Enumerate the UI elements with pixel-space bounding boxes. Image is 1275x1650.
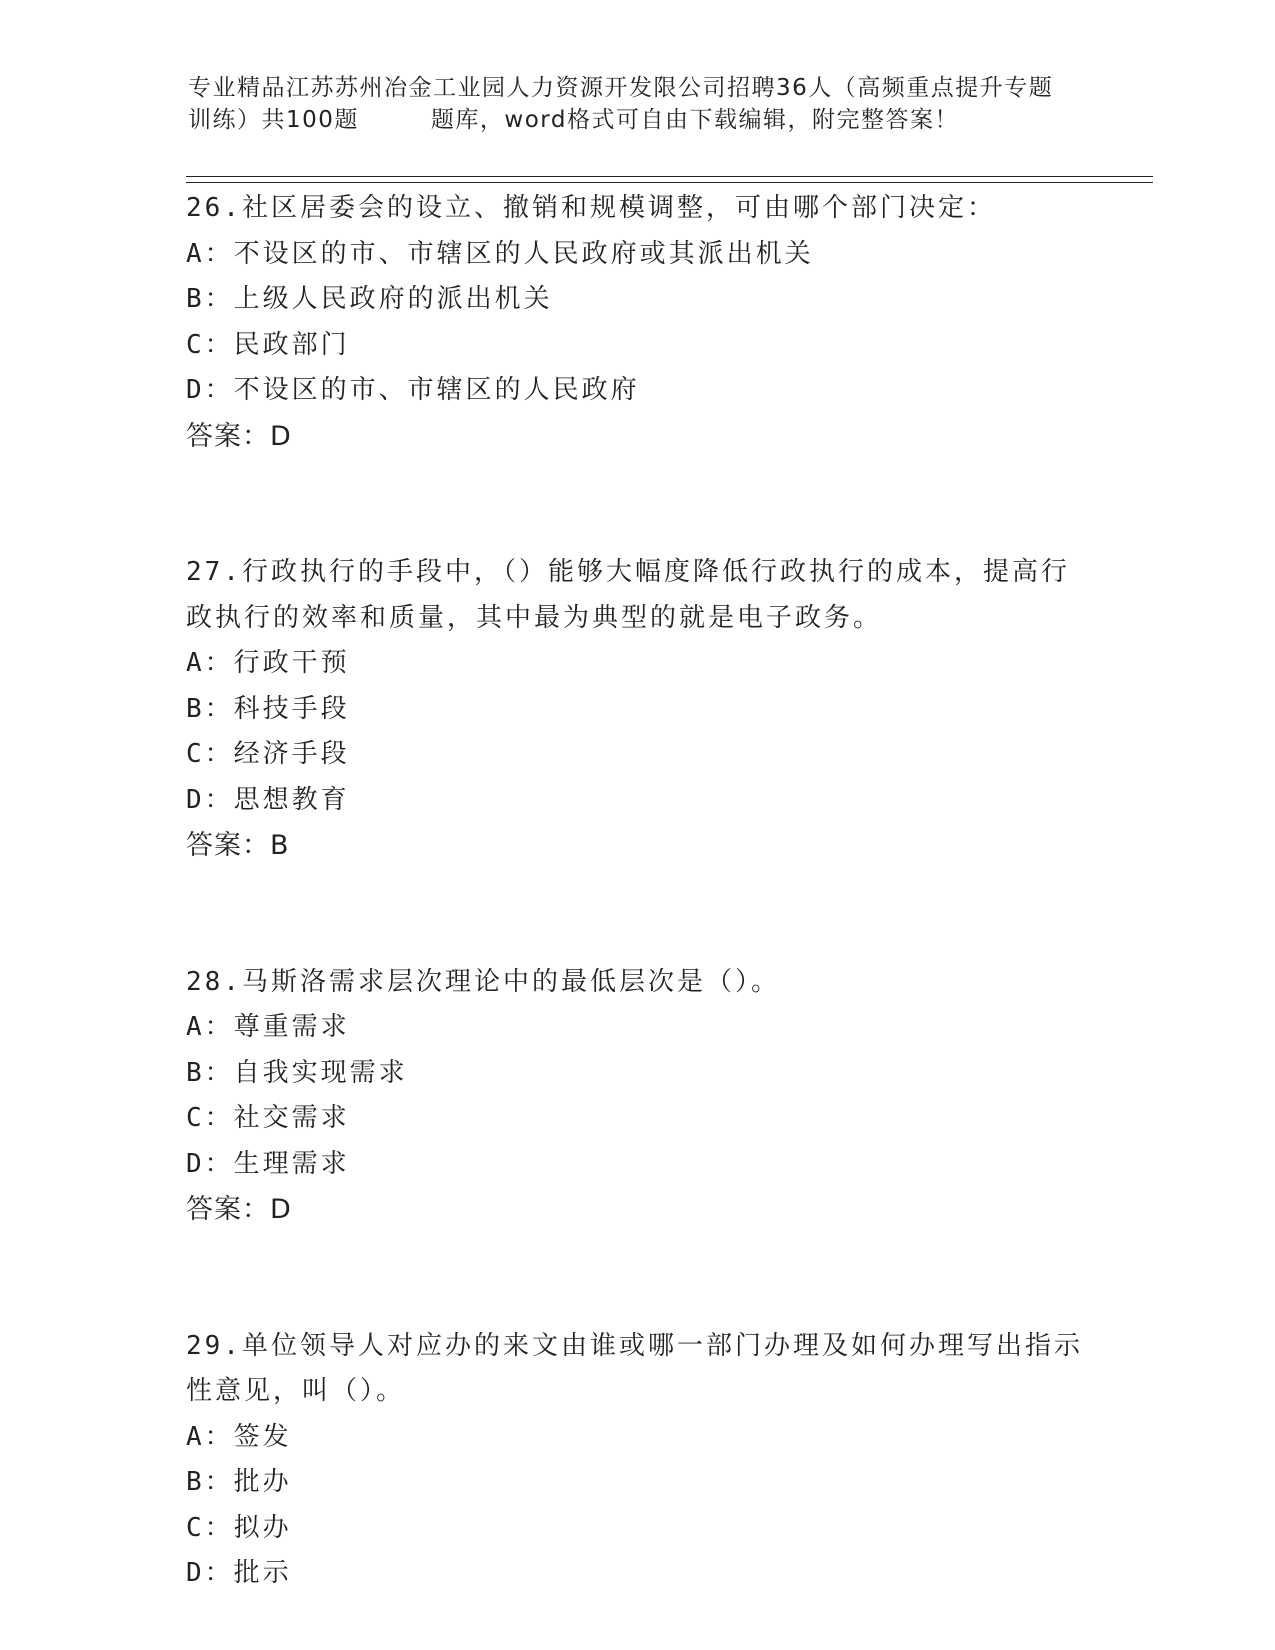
option-b: B：上级人民政府的派出机关 <box>186 284 553 314</box>
option-c: C：经济手段 <box>186 739 350 769</box>
question-27 <box>186 550 1086 869</box>
option-a: A：尊重需求 <box>186 1012 350 1042</box>
option-c: C：民政部门 <box>186 329 350 360</box>
answer-text: 答案：B <box>186 830 290 861</box>
option-c: C：拟办 <box>186 1512 292 1543</box>
question-text: 28.马斯洛需求层次理论中的最低层次是（）。 <box>186 966 780 997</box>
option-a: A：签发 <box>186 1421 292 1452</box>
question-text: 26.社区居委会的设立、撤销和规模调整，可由哪个部门决定： <box>186 193 996 223</box>
option-a: A：行政干预 <box>186 648 350 678</box>
answer-text: 答案：D <box>186 1194 292 1225</box>
option-d: D：生理需求 <box>186 1148 350 1179</box>
question-29 <box>186 1324 1086 1597</box>
option-d: D：批示 <box>186 1558 292 1588</box>
option-d: D：思想教育 <box>186 784 350 815</box>
option-b: B：科技手段 <box>186 693 350 724</box>
option-a: A：不设区的市、市辖区的人民政府或其派出机关 <box>186 238 814 269</box>
document-header <box>188 72 1088 136</box>
header-title-line-1: 专业精品江苏苏州冶金工业园人力资源开发限公司招聘36人（高频重点提升专题 <box>188 75 1054 101</box>
header-title-part-2: 题库，word格式可自由下载编辑，附完整答案！ <box>430 107 959 133</box>
question-26 <box>186 186 1086 459</box>
header-title-line-2 <box>188 104 1088 136</box>
option-d: D：不设区的市、市辖区的人民政府 <box>186 375 640 405</box>
answer-text: 答案：D <box>186 420 292 452</box>
header-divider-top <box>186 176 1153 177</box>
option-b: B：批办 <box>186 1467 292 1497</box>
header-title-part-1: 训练）共100题 <box>188 107 359 133</box>
question-list <box>186 186 1086 1597</box>
option-c: C：社交需求 <box>186 1103 350 1133</box>
question-text: 27.行政执行的手段中，（）能够大幅度降低行政执行的成本，提高行政执行的效率和质量，其中最为典型的就是电子政务。 <box>186 557 1070 633</box>
question-28 <box>186 960 1086 1233</box>
header-divider-bottom <box>186 182 1153 183</box>
option-b: B：自我实现需求 <box>186 1057 408 1088</box>
question-text: 29.单位领导人对应办的来文由谁或哪一部门办理及如何办理写出指示性意见，叫（）。 <box>186 1330 1083 1406</box>
